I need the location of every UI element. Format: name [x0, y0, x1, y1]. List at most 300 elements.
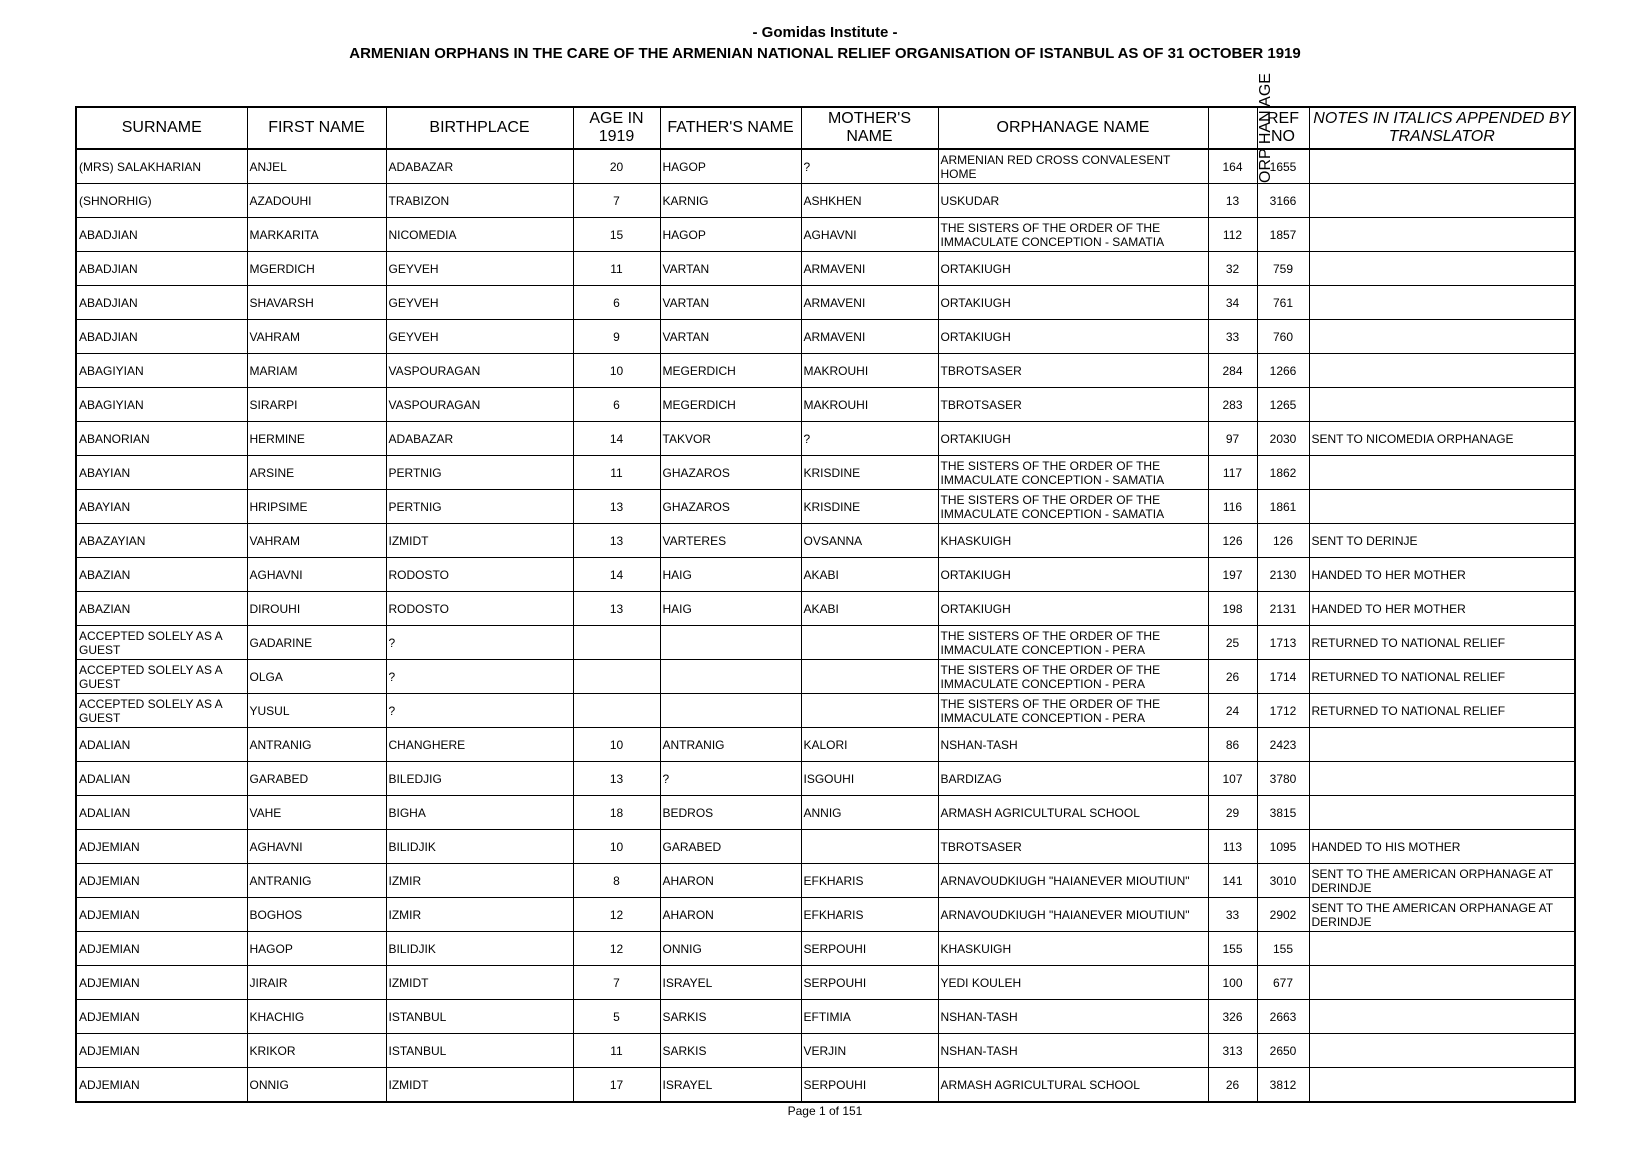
- cell-mother: KRISDINE: [801, 490, 938, 524]
- table-row: [76, 320, 1575, 354]
- cell-notes: RETURNED TO NATIONAL RELIEF: [1309, 626, 1575, 660]
- cell-surname: ABADJIAN: [76, 286, 247, 320]
- cell-notes: [1309, 728, 1575, 762]
- cell-orphanage-no: 283: [1208, 388, 1257, 422]
- cell-first-name: ANTRANIG: [247, 728, 386, 762]
- cell-notes: [1309, 762, 1575, 796]
- table-row: [76, 694, 1575, 728]
- cell-orphanage: THE SISTERS OF THE ORDER OF THE IMMACULATE CONCEPTION - SAMATIA: [938, 456, 1208, 490]
- cell-ref: 2663: [1257, 1000, 1309, 1034]
- table-row: [76, 422, 1575, 456]
- cell-father: [660, 660, 801, 694]
- cell-orphanage-no: 25: [1208, 626, 1257, 660]
- cell-father: VARTAN: [660, 252, 801, 286]
- cell-ref: 1265: [1257, 388, 1309, 422]
- cell-surname: ABADJIAN: [76, 320, 247, 354]
- cell-age: 13: [573, 592, 660, 626]
- cell-ref: 761: [1257, 286, 1309, 320]
- cell-orphanage-no: 197: [1208, 558, 1257, 592]
- col-header-mother: MOTHER'S NAME: [801, 107, 938, 149]
- cell-surname: ADJEMIAN: [76, 898, 247, 932]
- cell-orphanage-no: 26: [1208, 660, 1257, 694]
- cell-father: ONNIG: [660, 932, 801, 966]
- cell-notes: HANDED TO HER MOTHER: [1309, 592, 1575, 626]
- cell-mother: KRISDINE: [801, 456, 938, 490]
- cell-orphanage-no: 86: [1208, 728, 1257, 762]
- cell-orphanage: NSHAN-TASH: [938, 1000, 1208, 1034]
- table-row: [76, 830, 1575, 864]
- cell-birthplace: PERTNIG: [386, 456, 573, 490]
- cell-mother: [801, 626, 938, 660]
- cell-orphanage-no: 313: [1208, 1034, 1257, 1068]
- cell-father: ANTRANIG: [660, 728, 801, 762]
- cell-surname: ADALIAN: [76, 762, 247, 796]
- cell-ref: 3166: [1257, 184, 1309, 218]
- cell-father: GHAZAROS: [660, 456, 801, 490]
- cell-age: [573, 694, 660, 728]
- table-row: [76, 286, 1575, 320]
- cell-notes: [1309, 932, 1575, 966]
- table-row: [76, 1068, 1575, 1103]
- cell-father: VARTAN: [660, 286, 801, 320]
- cell-first-name: JIRAIR: [247, 966, 386, 1000]
- table-row: [76, 456, 1575, 490]
- table-row: [76, 864, 1575, 898]
- cell-orphanage: ORTAKIUGH: [938, 286, 1208, 320]
- col-header-first-name: FIRST NAME: [247, 107, 386, 149]
- cell-surname: ADJEMIAN: [76, 830, 247, 864]
- cell-first-name: SIRARPI: [247, 388, 386, 422]
- cell-orphanage: THE SISTERS OF THE ORDER OF THE IMMACULATE CONCEPTION - PERA: [938, 626, 1208, 660]
- cell-birthplace: IZMIDT: [386, 1068, 573, 1103]
- cell-surname: ABAGIYIAN: [76, 388, 247, 422]
- cell-father: [660, 626, 801, 660]
- cell-father: [660, 694, 801, 728]
- cell-birthplace: NICOMEDIA: [386, 218, 573, 252]
- cell-orphanage-no: 112: [1208, 218, 1257, 252]
- cell-birthplace: IZMIDT: [386, 966, 573, 1000]
- cell-mother: EFKHARIS: [801, 898, 938, 932]
- cell-age: 20: [573, 149, 660, 184]
- cell-mother: MAKROUHI: [801, 354, 938, 388]
- cell-first-name: BOGHOS: [247, 898, 386, 932]
- cell-birthplace: BIGHA: [386, 796, 573, 830]
- cell-father: SARKIS: [660, 1034, 801, 1068]
- cell-mother: ARMAVENI: [801, 320, 938, 354]
- cell-first-name: MARKARITA: [247, 218, 386, 252]
- cell-orphanage-no: 32: [1208, 252, 1257, 286]
- cell-ref: 155: [1257, 932, 1309, 966]
- cell-age: 10: [573, 830, 660, 864]
- cell-notes: SENT TO THE AMERICAN ORPHANAGE AT DERINDJE: [1309, 864, 1575, 898]
- col-header-age: AGE IN 1919: [573, 107, 660, 149]
- table-row: [76, 1000, 1575, 1034]
- cell-first-name: VAHRAM: [247, 320, 386, 354]
- cell-first-name: YUSUL: [247, 694, 386, 728]
- cell-orphanage-no: 164: [1208, 149, 1257, 184]
- cell-surname: (MRS) SALAKHARIAN: [76, 149, 247, 184]
- cell-orphanage: USKUDAR: [938, 184, 1208, 218]
- cell-orphanage-no: 141: [1208, 864, 1257, 898]
- cell-orphanage: ORTAKIUGH: [938, 252, 1208, 286]
- cell-mother: AKABI: [801, 558, 938, 592]
- cell-orphanage: ARMENIAN RED CROSS CONVALESENT HOME: [938, 149, 1208, 184]
- cell-age: 11: [573, 1034, 660, 1068]
- table-row: [76, 932, 1575, 966]
- cell-notes: [1309, 1068, 1575, 1103]
- cell-notes: [1309, 184, 1575, 218]
- cell-orphanage: THE SISTERS OF THE ORDER OF THE IMMACULATE CONCEPTION - SAMATIA: [938, 218, 1208, 252]
- cell-orphanage-no: 13: [1208, 184, 1257, 218]
- cell-orphanage-no: 116: [1208, 490, 1257, 524]
- cell-father: ISRAYEL: [660, 1068, 801, 1103]
- cell-birthplace: RODOSTO: [386, 592, 573, 626]
- cell-age: 11: [573, 456, 660, 490]
- cell-notes: [1309, 490, 1575, 524]
- cell-age: 12: [573, 932, 660, 966]
- cell-notes: [1309, 354, 1575, 388]
- cell-first-name: OLGA: [247, 660, 386, 694]
- cell-age: 14: [573, 558, 660, 592]
- table-row: [76, 524, 1575, 558]
- cell-ref: 1712: [1257, 694, 1309, 728]
- cell-birthplace: ?: [386, 626, 573, 660]
- cell-father: SARKIS: [660, 1000, 801, 1034]
- cell-notes: SENT TO THE AMERICAN ORPHANAGE AT DERINDJE: [1309, 898, 1575, 932]
- cell-mother: [801, 830, 938, 864]
- cell-first-name: SHAVARSH: [247, 286, 386, 320]
- cell-ref: 1862: [1257, 456, 1309, 490]
- cell-birthplace: GEYVEH: [386, 320, 573, 354]
- cell-age: 7: [573, 966, 660, 1000]
- cell-surname: ACCEPTED SOLELY AS A GUEST: [76, 626, 247, 660]
- cell-mother: MAKROUHI: [801, 388, 938, 422]
- table-row: [76, 558, 1575, 592]
- cell-orphanage: ARNAVOUDKIUGH "HAIANEVER MIOUTIUN": [938, 898, 1208, 932]
- cell-ref: 1857: [1257, 218, 1309, 252]
- cell-surname: ADALIAN: [76, 796, 247, 830]
- cell-orphanage-no: 29: [1208, 796, 1257, 830]
- cell-father: BEDROS: [660, 796, 801, 830]
- cell-mother: AKABI: [801, 592, 938, 626]
- cell-mother: OVSANNA: [801, 524, 938, 558]
- cell-mother: SERPOUHI: [801, 1068, 938, 1103]
- cell-surname: ACCEPTED SOLELY AS A GUEST: [76, 694, 247, 728]
- cell-birthplace: ?: [386, 694, 573, 728]
- cell-mother: [801, 694, 938, 728]
- cell-orphanage: ARMASH AGRICULTURAL SCHOOL: [938, 1068, 1208, 1103]
- cell-mother: KALORI: [801, 728, 938, 762]
- page-number: Page 1 of 151: [787, 1104, 863, 1118]
- cell-surname: ADJEMIAN: [76, 1000, 247, 1034]
- cell-orphanage-no: 155: [1208, 932, 1257, 966]
- cell-birthplace: IZMIR: [386, 898, 573, 932]
- cell-father: HAGOP: [660, 218, 801, 252]
- cell-father: MEGERDICH: [660, 388, 801, 422]
- cell-age: 6: [573, 286, 660, 320]
- cell-notes: [1309, 320, 1575, 354]
- cell-birthplace: BILIDJIK: [386, 932, 573, 966]
- cell-orphanage-no: 117: [1208, 456, 1257, 490]
- cell-birthplace: IZMIR: [386, 864, 573, 898]
- cell-ref: 3815: [1257, 796, 1309, 830]
- table-row: [76, 184, 1575, 218]
- cell-surname: ABAZIAN: [76, 558, 247, 592]
- cell-notes: RETURNED TO NATIONAL RELIEF: [1309, 694, 1575, 728]
- cell-surname: ACCEPTED SOLELY AS A GUEST: [76, 660, 247, 694]
- orphanage-no-label: ORP HAN AGE: [1256, 73, 1274, 183]
- cell-birthplace: ISTANBUL: [386, 1000, 573, 1034]
- cell-surname: ADJEMIAN: [76, 966, 247, 1000]
- cell-age: 10: [573, 354, 660, 388]
- cell-notes: HANDED TO HER MOTHER: [1309, 558, 1575, 592]
- cell-orphanage: BARDIZAG: [938, 762, 1208, 796]
- cell-father: VARTERES: [660, 524, 801, 558]
- col-header-notes: NOTES IN ITALICS APPENDED BY TRANSLATOR: [1309, 107, 1575, 149]
- cell-ref: 2650: [1257, 1034, 1309, 1068]
- cell-notes: [1309, 1000, 1575, 1034]
- cell-first-name: HERMINE: [247, 422, 386, 456]
- cell-mother: SERPOUHI: [801, 966, 938, 1000]
- table-row: [76, 626, 1575, 660]
- cell-ref: 1714: [1257, 660, 1309, 694]
- cell-surname: ABAYIAN: [76, 490, 247, 524]
- cell-ref: 760: [1257, 320, 1309, 354]
- cell-age: [573, 626, 660, 660]
- cell-age: 7: [573, 184, 660, 218]
- cell-ref: 2030: [1257, 422, 1309, 456]
- cell-surname: ADJEMIAN: [76, 932, 247, 966]
- cell-age: 13: [573, 762, 660, 796]
- cell-orphanage: THE SISTERS OF THE ORDER OF THE IMMACULATE CONCEPTION - PERA: [938, 660, 1208, 694]
- cell-birthplace: VASPOURAGAN: [386, 388, 573, 422]
- cell-surname: ADJEMIAN: [76, 1034, 247, 1068]
- cell-orphanage: TBROTSASER: [938, 830, 1208, 864]
- cell-father: HAGOP: [660, 149, 801, 184]
- document-title: ARMENIAN ORPHANS IN THE CARE OF THE ARMENIAN NATIONAL RELIEF ORGANISATION OF ISTANBUL AS OF 31 OCTOBER 1919: [349, 45, 1301, 62]
- cell-first-name: ONNIG: [247, 1068, 386, 1103]
- cell-birthplace: RODOSTO: [386, 558, 573, 592]
- cell-notes: [1309, 218, 1575, 252]
- cell-surname: (SHNORHIG): [76, 184, 247, 218]
- cell-orphanage-no: 33: [1208, 898, 1257, 932]
- cell-father: HAIG: [660, 558, 801, 592]
- table-row: [76, 898, 1575, 932]
- orphan-register-table: [75, 73, 1576, 1103]
- cell-first-name: KHACHIG: [247, 1000, 386, 1034]
- cell-birthplace: CHANGHERE: [386, 728, 573, 762]
- cell-orphanage: ARMASH AGRICULTURAL SCHOOL: [938, 796, 1208, 830]
- cell-first-name: AGHAVNI: [247, 558, 386, 592]
- cell-orphanage-no: 97: [1208, 422, 1257, 456]
- cell-age: 5: [573, 1000, 660, 1034]
- cell-notes: HANDED TO HIS MOTHER: [1309, 830, 1575, 864]
- table-row: [76, 354, 1575, 388]
- cell-orphanage-no: 24: [1208, 694, 1257, 728]
- cell-age: 6: [573, 388, 660, 422]
- institute-heading: - Gomidas Institute -: [752, 24, 898, 41]
- cell-age: [573, 660, 660, 694]
- cell-ref: 2902: [1257, 898, 1309, 932]
- cell-orphanage: THE SISTERS OF THE ORDER OF THE IMMACULATE CONCEPTION - PERA: [938, 694, 1208, 728]
- cell-first-name: AZADOUHI: [247, 184, 386, 218]
- cell-mother: ISGOUHI: [801, 762, 938, 796]
- cell-age: 9: [573, 320, 660, 354]
- table-row: [76, 796, 1575, 830]
- col-header-orphanage: ORPHANAGE NAME: [938, 107, 1208, 149]
- cell-mother: EFTIMIA: [801, 1000, 938, 1034]
- cell-age: 18: [573, 796, 660, 830]
- table-row: [76, 592, 1575, 626]
- cell-ref: 2423: [1257, 728, 1309, 762]
- cell-notes: [1309, 252, 1575, 286]
- table-row: [76, 660, 1575, 694]
- cell-orphanage: ORTAKIUGH: [938, 320, 1208, 354]
- cell-father: MEGERDICH: [660, 354, 801, 388]
- table-row: [76, 966, 1575, 1000]
- cell-ref: 1861: [1257, 490, 1309, 524]
- table-row: [76, 149, 1575, 184]
- cell-surname: ADALIAN: [76, 728, 247, 762]
- cell-father: ?: [660, 762, 801, 796]
- cell-birthplace: ADABAZAR: [386, 149, 573, 184]
- cell-surname: ABADJIAN: [76, 218, 247, 252]
- table-row: [76, 762, 1575, 796]
- cell-orphanage-no: 34: [1208, 286, 1257, 320]
- cell-surname: ABAZAYIAN: [76, 524, 247, 558]
- table-row: [76, 490, 1575, 524]
- cell-father: TAKVOR: [660, 422, 801, 456]
- cell-birthplace: GEYVEH: [386, 252, 573, 286]
- cell-ref: 3780: [1257, 762, 1309, 796]
- cell-first-name: HRIPSIME: [247, 490, 386, 524]
- col-header-birthplace: BIRTHPLACE: [386, 107, 573, 149]
- cell-father: KARNIG: [660, 184, 801, 218]
- cell-orphanage: NSHAN-TASH: [938, 1034, 1208, 1068]
- cell-notes: [1309, 966, 1575, 1000]
- cell-ref: 126: [1257, 524, 1309, 558]
- cell-age: 8: [573, 864, 660, 898]
- cell-notes: [1309, 456, 1575, 490]
- cell-mother: ARMAVENI: [801, 286, 938, 320]
- cell-orphanage-no: 326: [1208, 1000, 1257, 1034]
- cell-age: 17: [573, 1068, 660, 1103]
- cell-orphanage: ARNAVOUDKIUGH "HAIANEVER MIOUTIUN": [938, 864, 1208, 898]
- cell-orphanage: THE SISTERS OF THE ORDER OF THE IMMACULATE CONCEPTION - SAMATIA: [938, 490, 1208, 524]
- cell-mother: VERJIN: [801, 1034, 938, 1068]
- cell-surname: ABADJIAN: [76, 252, 247, 286]
- cell-first-name: MGERDICH: [247, 252, 386, 286]
- cell-orphanage: NSHAN-TASH: [938, 728, 1208, 762]
- cell-orphanage-no: 198: [1208, 592, 1257, 626]
- cell-mother: ANNIG: [801, 796, 938, 830]
- cell-notes: RETURNED TO NATIONAL RELIEF: [1309, 660, 1575, 694]
- cell-age: 12: [573, 898, 660, 932]
- cell-age: 15: [573, 218, 660, 252]
- cell-first-name: HAGOP: [247, 932, 386, 966]
- cell-orphanage: KHASKUIGH: [938, 524, 1208, 558]
- cell-first-name: ANTRANIG: [247, 864, 386, 898]
- cell-orphanage: ORTAKIUGH: [938, 592, 1208, 626]
- cell-ref: 1266: [1257, 354, 1309, 388]
- cell-father: ISRAYEL: [660, 966, 801, 1000]
- cell-first-name: DIROUHI: [247, 592, 386, 626]
- cell-notes: [1309, 286, 1575, 320]
- cell-notes: [1309, 149, 1575, 184]
- cell-mother: [801, 660, 938, 694]
- cell-birthplace: BILEDJIG: [386, 762, 573, 796]
- cell-ref: 3812: [1257, 1068, 1309, 1103]
- cell-birthplace: IZMIDT: [386, 524, 573, 558]
- cell-first-name: AGHAVNI: [247, 830, 386, 864]
- cell-birthplace: VASPOURAGAN: [386, 354, 573, 388]
- cell-birthplace: BILIDJIK: [386, 830, 573, 864]
- cell-age: 11: [573, 252, 660, 286]
- cell-father: AHARON: [660, 864, 801, 898]
- cell-father: GARABED: [660, 830, 801, 864]
- cell-orphanage: TBROTSASER: [938, 388, 1208, 422]
- cell-orphanage-no: 100: [1208, 966, 1257, 1000]
- cell-birthplace: ISTANBUL: [386, 1034, 573, 1068]
- table-row: [76, 1034, 1575, 1068]
- cell-age: 13: [573, 490, 660, 524]
- cell-mother: ?: [801, 422, 938, 456]
- cell-first-name: ANJEL: [247, 149, 386, 184]
- cell-age: 10: [573, 728, 660, 762]
- cell-surname: ADJEMIAN: [76, 864, 247, 898]
- cell-orphanage: ORTAKIUGH: [938, 558, 1208, 592]
- cell-orphanage-no: 284: [1208, 354, 1257, 388]
- cell-first-name: ARSINE: [247, 456, 386, 490]
- cell-surname: ADJEMIAN: [76, 1068, 247, 1103]
- cell-father: AHARON: [660, 898, 801, 932]
- cell-notes: [1309, 796, 1575, 830]
- cell-orphanage: KHASKUIGH: [938, 932, 1208, 966]
- cell-ref: 1655: [1257, 149, 1309, 184]
- cell-first-name: VAHRAM: [247, 524, 386, 558]
- cell-birthplace: ?: [386, 660, 573, 694]
- cell-mother: AGHAVNI: [801, 218, 938, 252]
- cell-orphanage-no: 33: [1208, 320, 1257, 354]
- cell-mother: EFKHARIS: [801, 864, 938, 898]
- cell-birthplace: ADABAZAR: [386, 422, 573, 456]
- cell-orphanage-no: 107: [1208, 762, 1257, 796]
- cell-age: 14: [573, 422, 660, 456]
- cell-surname: ABANORIAN: [76, 422, 247, 456]
- cell-father: HAIG: [660, 592, 801, 626]
- cell-father: VARTAN: [660, 320, 801, 354]
- cell-first-name: KRIKOR: [247, 1034, 386, 1068]
- cell-ref: 2130: [1257, 558, 1309, 592]
- table-header-row: [76, 107, 1575, 149]
- cell-first-name: VAHE: [247, 796, 386, 830]
- cell-orphanage: ORTAKIUGH: [938, 422, 1208, 456]
- cell-orphanage-no: 26: [1208, 1068, 1257, 1103]
- table-row: [76, 388, 1575, 422]
- table-row: [76, 728, 1575, 762]
- cell-birthplace: TRABIZON: [386, 184, 573, 218]
- cell-mother: ARMAVENI: [801, 252, 938, 286]
- cell-ref: 1713: [1257, 626, 1309, 660]
- cell-ref: 759: [1257, 252, 1309, 286]
- col-header-ref: REF NO: [1257, 107, 1309, 149]
- col-header-father: FATHER'S NAME: [660, 107, 801, 149]
- cell-ref: 1095: [1257, 830, 1309, 864]
- cell-orphanage-no: 126: [1208, 524, 1257, 558]
- cell-surname: ABAZIAN: [76, 592, 247, 626]
- cell-birthplace: PERTNIG: [386, 490, 573, 524]
- cell-notes: SENT TO DERINJE: [1309, 524, 1575, 558]
